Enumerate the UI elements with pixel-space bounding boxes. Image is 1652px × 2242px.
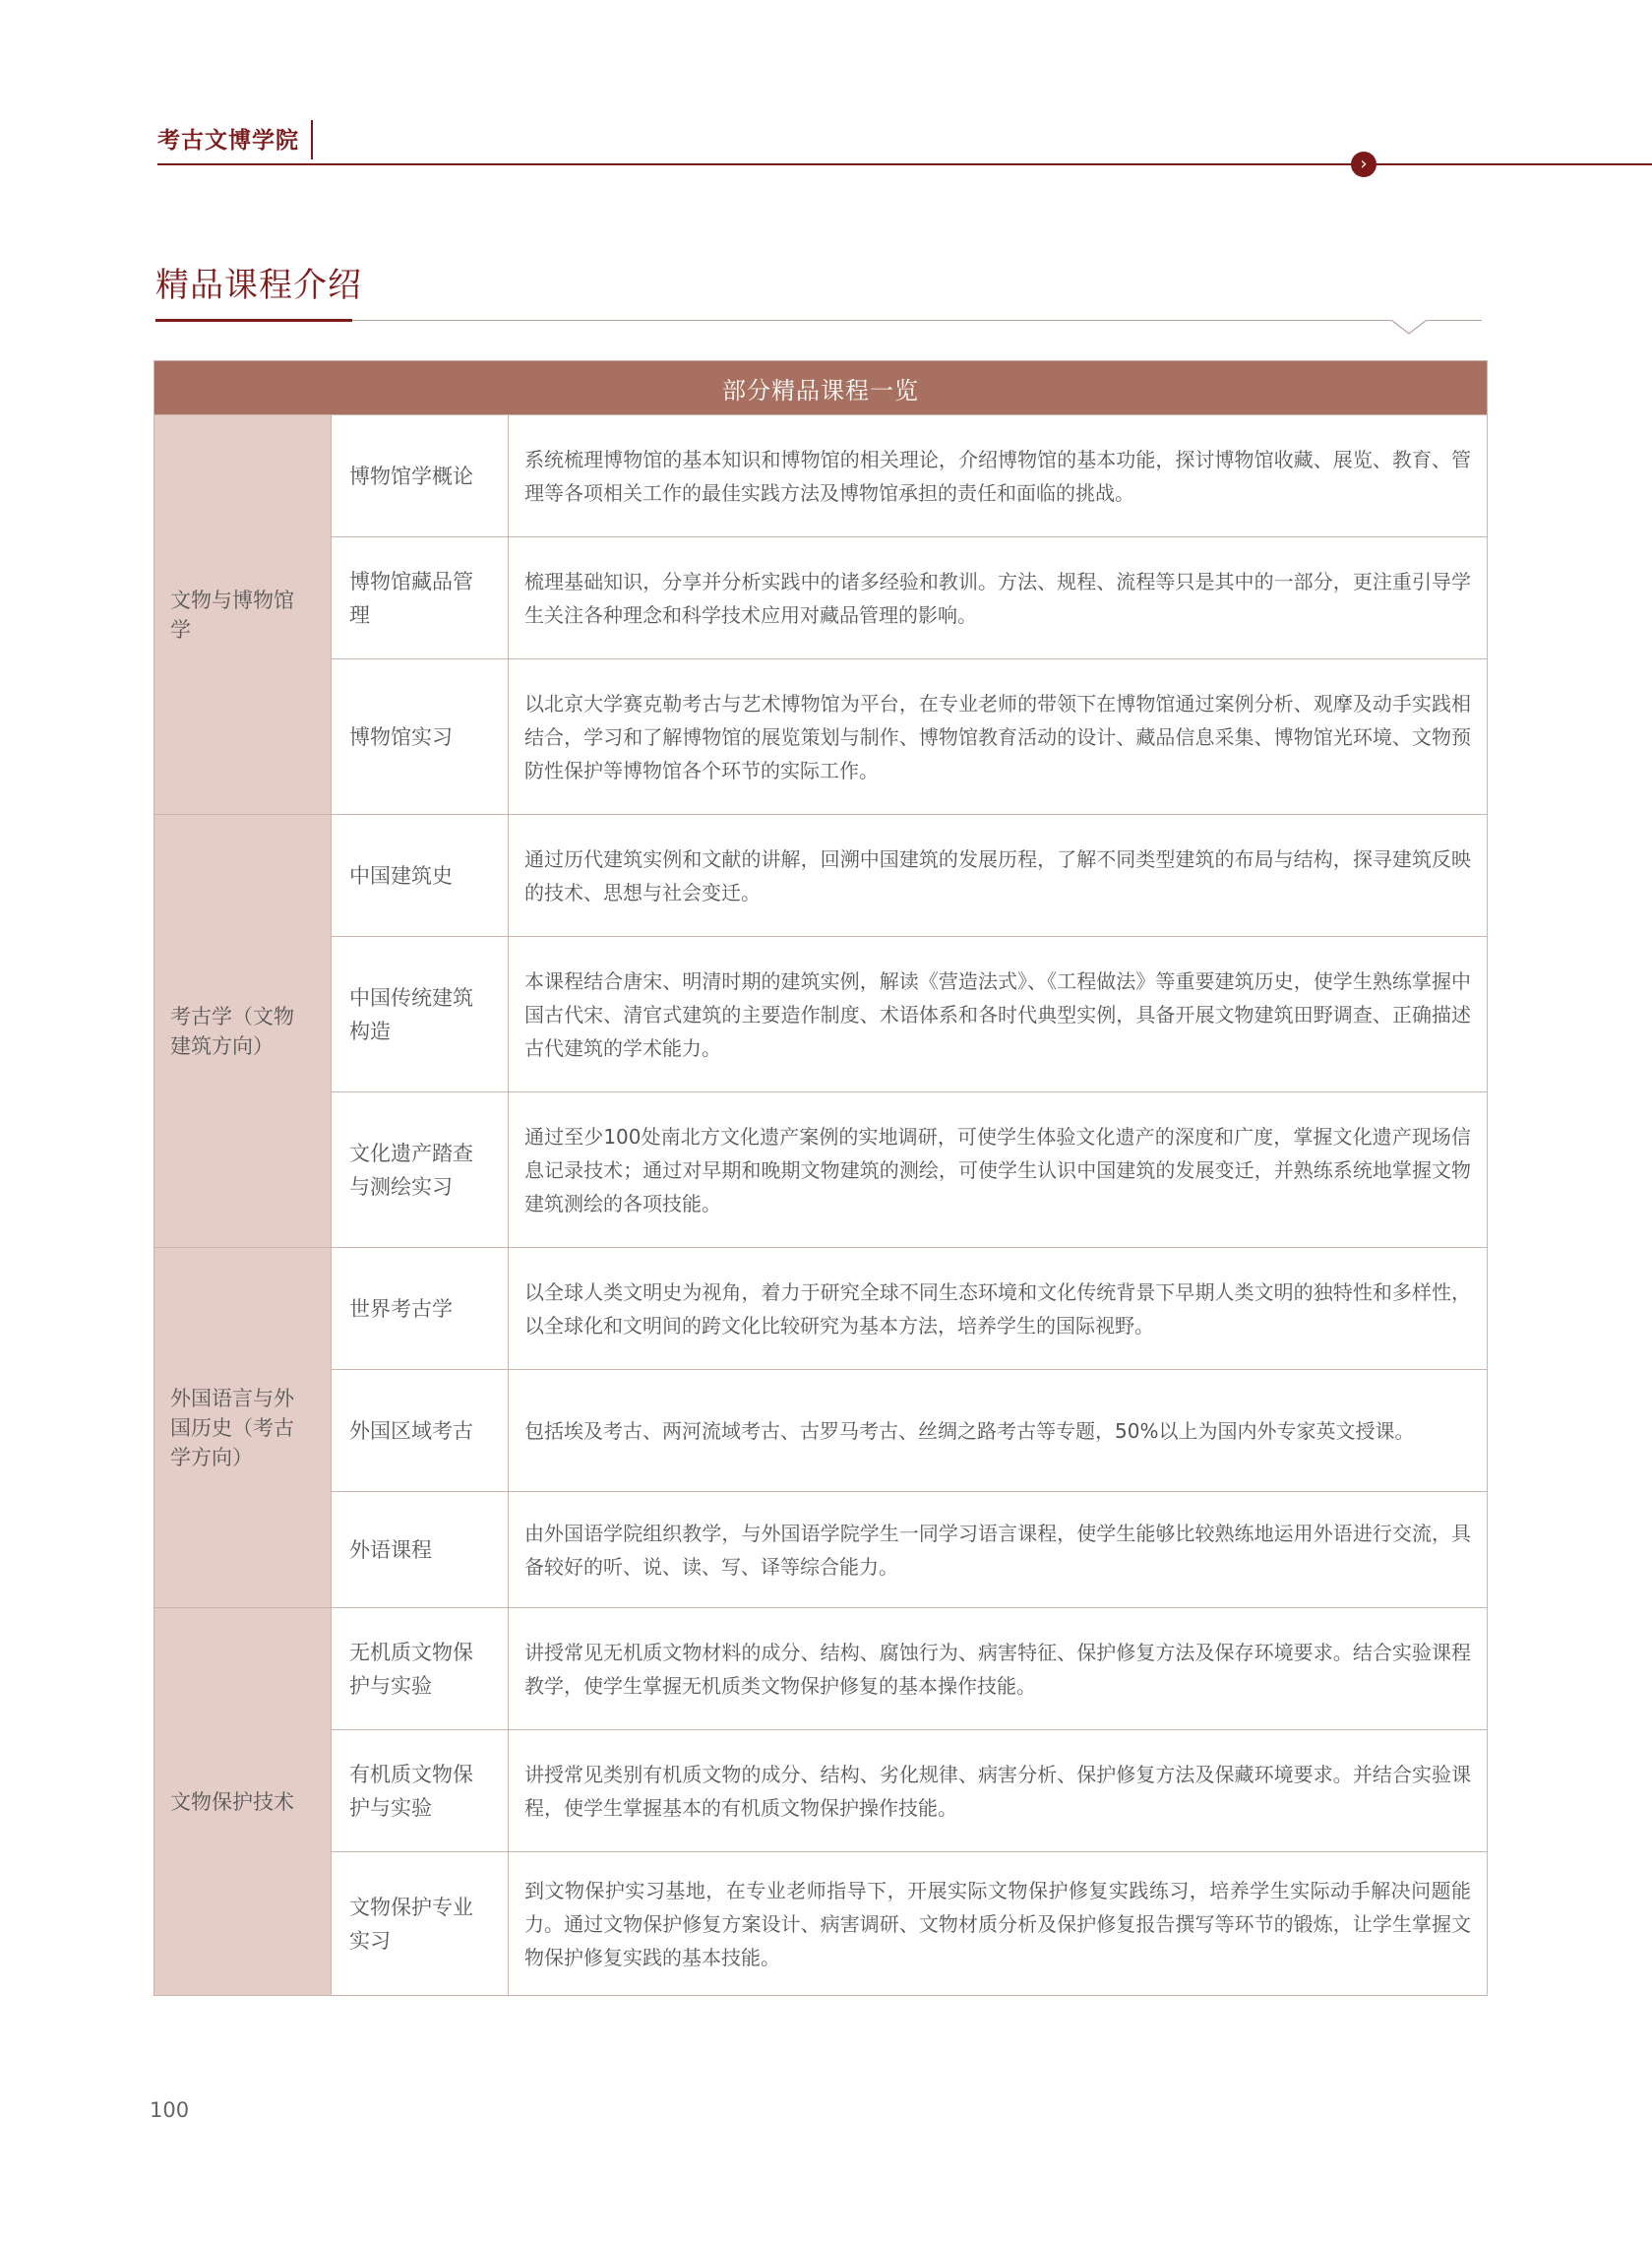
course-description: 以北京大学赛克勒考古与艺术博物馆为平台，在专业老师的带领下在博物馆通过案例分析、观摩及动手实践相结合，学习和了解博物馆的展览策划与制作、博物馆教育活动的设计、藏品信息采集、博物馆光环境、文物预防性保护等博物馆各个环节的实际工作。 [509,659,1488,815]
course-name: 中国建筑史 [332,815,509,937]
table-row [154,1370,1488,1492]
page-number: 100 [150,2098,190,2122]
title-underline [350,320,1482,321]
course-description: 通过历代建筑实例和文献的讲解，回溯中国建筑的发展历程，了解不同类型建筑的布局与结构，探寻建筑反映的技术、思想与社会变迁。 [509,815,1488,937]
course-name: 博物馆学概论 [332,415,509,537]
course-name: 博物馆藏品管理 [332,537,509,659]
course-description: 到文物保护实习基地，在专业老师指导下，开展实际文物保护修复实践练习，培养学生实际动手解决问题能力。通过文物保护修复方案设计、病害调研、文物材质分析及保护修复报告撰写等环节的锻炼，让学生掌握文物保护修复实践的基本技能。 [509,1852,1488,1996]
table-row [154,1730,1488,1852]
table-row [154,1608,1488,1730]
course-description: 本课程结合唐宋、明清时期的建筑实例，解读《营造法式》、《工程做法》等重要建筑历史，使学生熟练掌握中国古代宋、清官式建筑的主要造作制度、术语体系和各时代典型实例，具备开展文物建筑田野调查、正确描述古代建筑的学术能力。 [509,937,1488,1092]
course-name: 有机质文物保护与实验 [332,1730,509,1852]
title-notch-icon [1391,320,1427,336]
header-divider [311,120,313,159]
course-description: 包括埃及考古、两河流域考古、古罗马考古、丝绸之路考古等专题，50%以上为国内外专家英文授课。 [509,1370,1488,1492]
chevron-right-icon: › [1351,152,1377,177]
table-row [154,1248,1488,1370]
course-description: 由外国语学院组织教学，与外国语学院学生一同学习语言课程，使学生能够比较熟练地运用外语进行交流，具备较好的听、说、读、写、译等综合能力。 [509,1492,1488,1608]
course-name: 文化遗产踏查与测绘实习 [332,1092,509,1248]
course-description: 梳理基础知识，分享并分析实践中的诸多经验和教训。方法、规程、流程等只是其中的一部分，更注重引导学生关注各种理念和科学技术应用对藏品管理的影响。 [509,537,1488,659]
school-name: 考古文博学院 [157,128,299,154]
course-name: 博物馆实习 [332,659,509,815]
course-description: 讲授常见类别有机质文物的成分、结构、劣化规律、病害分析、保护修复方法及保藏环境要求。并结合实验课程，使学生掌握基本的有机质文物保护操作技能。 [509,1730,1488,1852]
course-name: 文物保护专业实习 [332,1852,509,1996]
table-row [154,1092,1488,1248]
category-cell: 文物与博物馆学 [154,415,332,815]
course-name: 中国传统建筑构造 [332,937,509,1092]
course-name: 世界考古学 [332,1248,509,1370]
course-description: 系统梳理博物馆的基本知识和博物馆的相关理论，介绍博物馆的基本功能，探讨博物馆收藏、展览、教育、管理等各项相关工作的最佳实践方法及博物馆承担的责任和面临的挑战。 [509,415,1488,537]
title-underline-accent [155,319,352,322]
course-table [153,360,1488,1996]
table-row [154,537,1488,659]
table-row [154,937,1488,1092]
section-title: 精品课程介绍 [155,266,362,305]
table-row [154,1852,1488,1996]
table-row [154,1492,1488,1608]
table-row [154,415,1488,537]
course-description: 讲授常见无机质文物材料的成分、结构、腐蚀行为、病害特征、保护修复方法及保存环境要求。结合实验课程教学，使学生掌握无机质类文物保护修复的基本操作技能。 [509,1608,1488,1730]
table-row [154,815,1488,937]
course-name: 外语课程 [332,1492,509,1608]
category-cell: 考古学（文物建筑方向） [154,815,332,1248]
header-rule [157,163,1652,165]
category-cell: 外国语言与外国历史（考古学方向） [154,1248,332,1608]
course-description: 通过至少100处南北方文化遗产案例的实地调研，可使学生体验文化遗产的深度和广度，掌握文化遗产现场信息记录技术；通过对早期和晚期文物建筑的测绘，可使学生认识中国建筑的发展变迁，并熟练系统地掌握文物建筑测绘的各项技能。 [509,1092,1488,1248]
course-description: 以全球人类文明史为视角，着力于研究全球不同生态环境和文化传统背景下早期人类文明的独特性和多样性，以全球化和文明间的跨文化比较研究为基本方法，培养学生的国际视野。 [509,1248,1488,1370]
course-name: 外国区域考古 [332,1370,509,1492]
table-row [154,659,1488,815]
table-caption: 部分精品课程一览 [154,361,1488,415]
category-cell: 文物保护技术 [154,1608,332,1996]
course-name: 无机质文物保护与实验 [332,1608,509,1730]
